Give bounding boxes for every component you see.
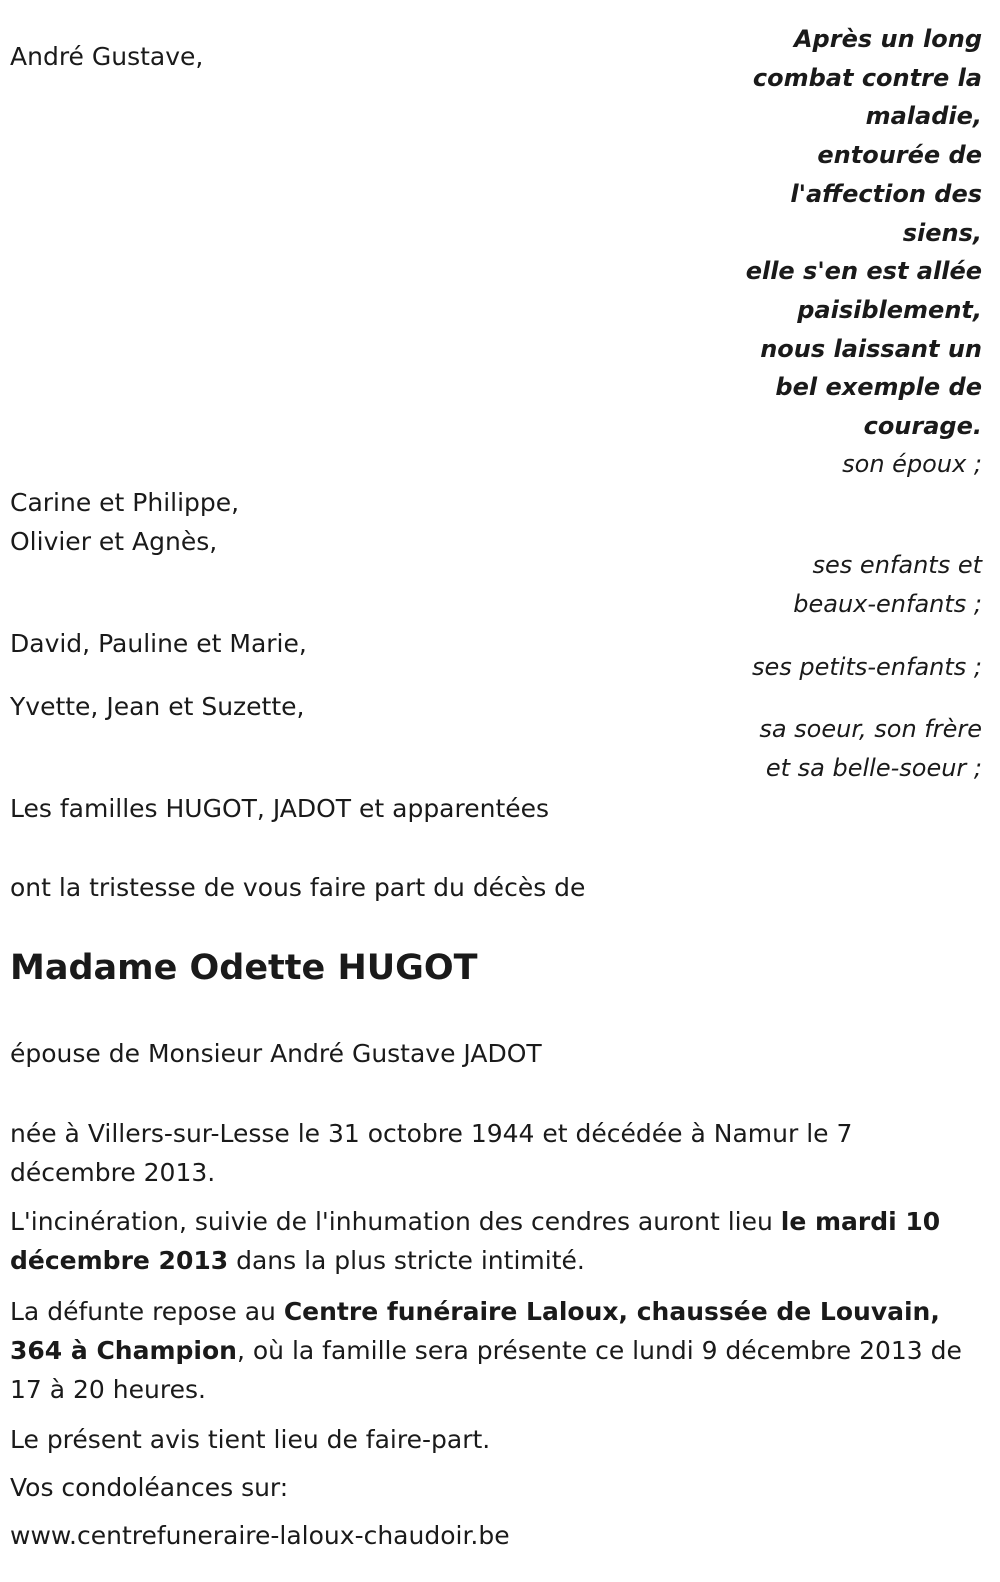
viewing-paragraph [10, 1292, 985, 1409]
website-link[interactable]: www.centrefuneraire-laloux-chaudoir.be [10, 1521, 510, 1550]
ceremony-paragraph [10, 1202, 985, 1280]
memorial-quote: Après un long combat contre la maladie, entourée de l'affection des siens, elle s'en est allée paisiblement, nous laissant un bel exemple de courage. [745, 25, 982, 441]
viewing-text-after: , où la famille sera présente ce lundi 9 décembre 2013 de 17 à 20 heures. [10, 1336, 962, 1404]
siblings-names: Yvette, Jean et Suzette, [10, 692, 305, 721]
birth-death-paragraph: née à Villers-sur-Lesse le 31 octobre 1944 et décédée à Namur le 7 décembre 2013. [10, 1119, 853, 1187]
ceremony-date: le mardi 10 décembre 2013 [10, 1207, 941, 1275]
spouse-name: André Gustave, [10, 42, 204, 71]
families-line: Les familles HUGOT, JADOT et apparentées [10, 794, 550, 823]
condolences-label: Vos condoléances sur: [10, 1473, 289, 1502]
viewing-place: Centre funéraire Laloux, chaussée de Louvain, 364 à Champion [10, 1297, 940, 1365]
announcement-line: ont la tristesse de vous faire part du décès de [10, 873, 586, 902]
spouse-of-line: épouse de Monsieur André Gustave JADOT [10, 1039, 542, 1068]
viewing-text-before: La défunte repose au [10, 1297, 284, 1326]
children-role: ses enfants et beaux-enfants ; [793, 551, 982, 618]
ceremony-text-after: dans la plus stricte intimité. [228, 1246, 585, 1275]
children-line-2: Olivier et Agnès, [10, 527, 218, 556]
notice-line: Le présent avis tient lieu de faire-part. [10, 1425, 491, 1454]
spouse-role: son époux ; [842, 450, 982, 478]
children-line-1: Carine et Philippe, [10, 488, 240, 517]
grandchildren-role: ses petits-enfants ; [751, 653, 982, 681]
grandchildren-names: David, Pauline et Marie, [10, 629, 307, 658]
deceased-name: Madame Odette HUGOT [10, 948, 478, 988]
ceremony-text-before: L'incinération, suivie de l'inhumation des cendres auront lieu [10, 1207, 781, 1236]
siblings-role: sa soeur, son frère et sa belle-soeur ; [759, 715, 982, 782]
